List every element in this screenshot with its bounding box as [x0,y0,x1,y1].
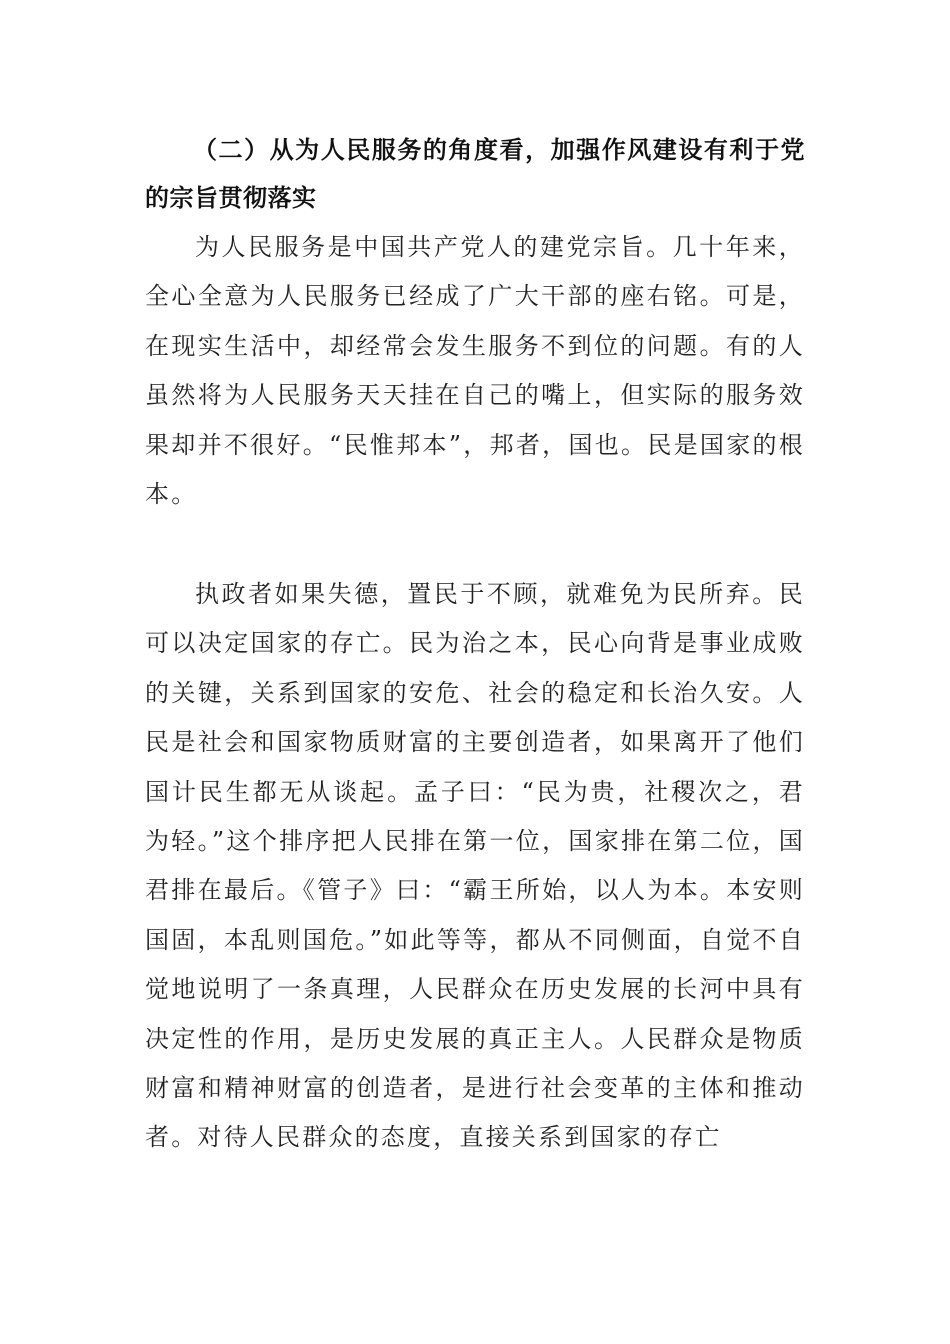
section-heading: （二）从为人民服务的角度看，加强作风建设有利于党的宗旨贯彻落实 [145,136,805,212]
body-paragraph-1: 为人民服务是中国共产党人的建党宗旨。几十年来，全心全意为人民服务已经成了广大干部的座右铭。可是，在现实生活中，却经常会发生服务不到位的问题。有的人虽然将为人民服务天天挂在自己的嘴上，但实际的服务效果却并不很好。“民惟邦本”，邦者，国也。民是国家的根本。 [145,233,805,509]
body-paragraph-2: 执政者如果失德，置民于不顾，就难免为民所弃。民可以决定国家的存亡。民为治之本，民心向背是事业成败的关键，关系到国家的安危、社会的稳定和长治久安。人民是社会和国家物质财富的主要创造者，如果离开了他们国计民生都无从谈起。孟子曰：“民为贵，社稷次之，君为轻。”这个排序把人民排在第一位，国家排在第二位，国君排在最后。《管子》曰：“霸王所始，以人为本。本安则国固，本乱则国危。”如此等等，都从不同侧面，自觉不自觉地说明了一条真理，人民群众在历史发展的长河中具有决定性的作用，是历史发展的真正主人。人民群众是物质财富和精神财富的创造者，是进行社会变革的主体和推动者。对待人民群众的态度，直接关系到国家的存亡 [145,580,805,1152]
